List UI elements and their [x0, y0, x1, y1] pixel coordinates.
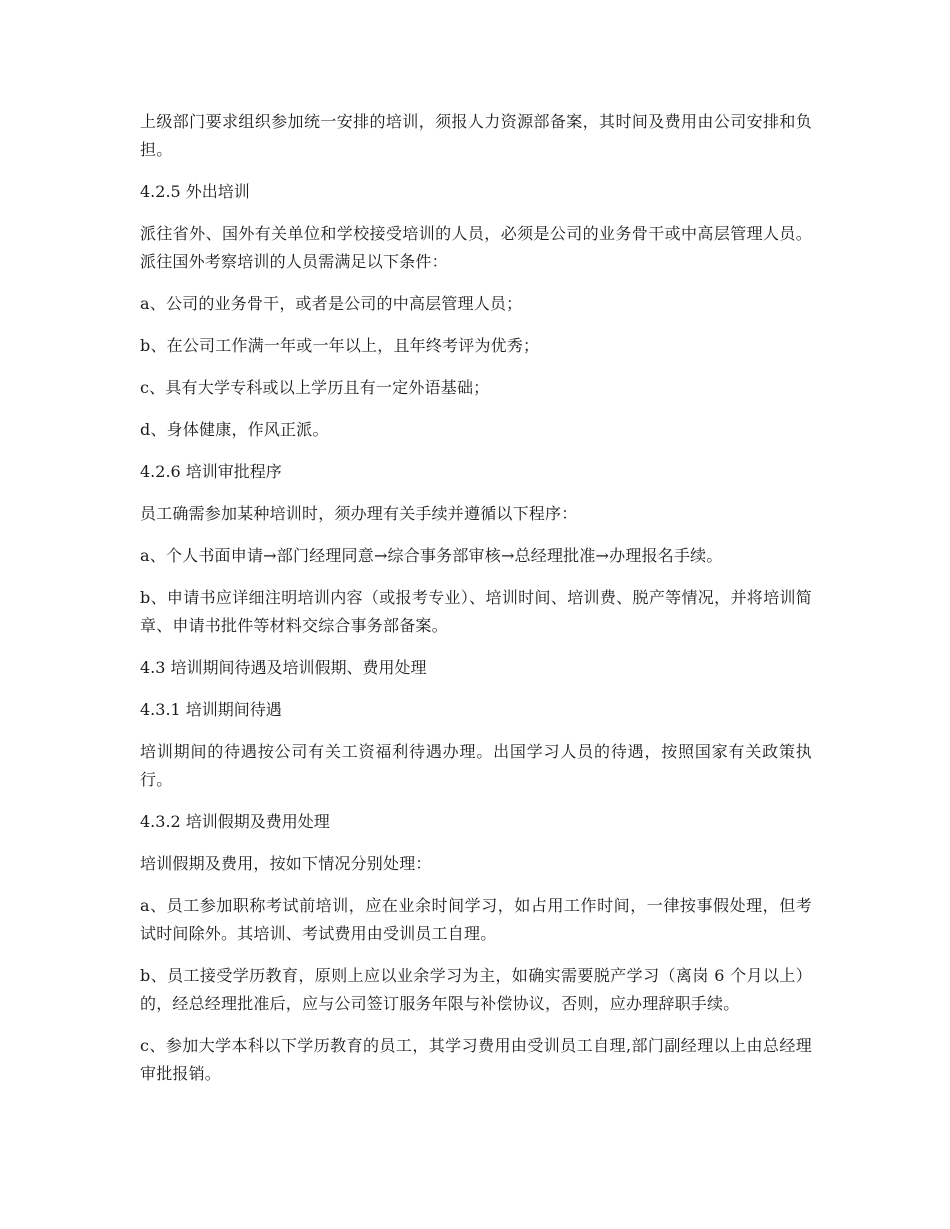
paragraph-training-treatment: 培训期间的待遇按公司有关工资福利待遇办理。出国学习人员的待遇，按照国家有关政策执行。	[140, 742, 812, 789]
list-item-c-education: c、具有大学专科或以上学历且有一定外语基础；	[140, 378, 490, 397]
list-item-c-undergrad-cost: c、参加大学本科以下学历教育的员工，其学习费用由受训员工自理,部门副经理以上由总经理审批报销。	[140, 1036, 812, 1083]
section-heading-4-3: 4.3 培训期间待遇及培训假期、费用处理	[140, 658, 427, 677]
list-item-a-exam-training: a、员工参加职称考试前培训，应在业余时间学习，如占用工作时间，一律按事假处理，但考试时间除外。其培训、考试费用由受训员工自理。	[140, 896, 812, 943]
section-heading-4-3-1: 4.3.1 培训期间待遇	[140, 700, 282, 719]
list-item-d-health: d、身体健康，作风正派。	[140, 420, 329, 439]
paragraph-external-training: 派往省外、国外有关单位和学校接受培训的人员，必须是公司的业务骨干或中高层管理人员。派往国外考察培训的人员需满足以下条件：	[140, 224, 812, 271]
paragraph-leave-cost-intro: 培训假期及费用，按如下情况分别处理：	[140, 854, 432, 873]
list-item-b-tenure: b、在公司工作满一年或一年以上，且年终考评为优秀；	[140, 336, 540, 355]
document-page	[140, 108, 812, 1102]
section-heading-4-2-5: 4.2.5 外出培训	[140, 182, 250, 201]
list-item-b-application: b、申请书应详细注明培训内容（或报考专业）、培训时间、培训费、脱产等情况，并将培训简章、申请书批件等材料交综合事务部备案。	[140, 588, 812, 635]
paragraph-approval-intro: 员工确需参加某种培训时，须办理有关手续并遵循以下程序：	[140, 504, 578, 523]
list-item-b-degree-education: b、员工接受学历教育，原则上应以业余学习为主，如确实需要脱产学习（离岗 6 个月以上）的，经总经理批准后，应与公司签订服务年限与补偿协议，否则，应办理辞职手续。	[140, 966, 812, 1013]
section-heading-4-2-6: 4.2.6 培训审批程序	[140, 462, 282, 481]
list-item-a-approval-flow: a、个人书面申请→部门经理同意→综合事务部审核→总经理批准→办理报名手续。	[140, 546, 723, 565]
paragraph-training-filing: 上级部门要求组织参加统一安排的培训，须报人力资源部备案，其时间及费用由公司安排和负担。	[140, 112, 812, 159]
section-heading-4-3-2: 4.3.2 培训假期及费用处理	[140, 812, 330, 831]
list-item-a-backbone: a、公司的业务骨干，或者是公司的中高层管理人员；	[140, 294, 523, 313]
